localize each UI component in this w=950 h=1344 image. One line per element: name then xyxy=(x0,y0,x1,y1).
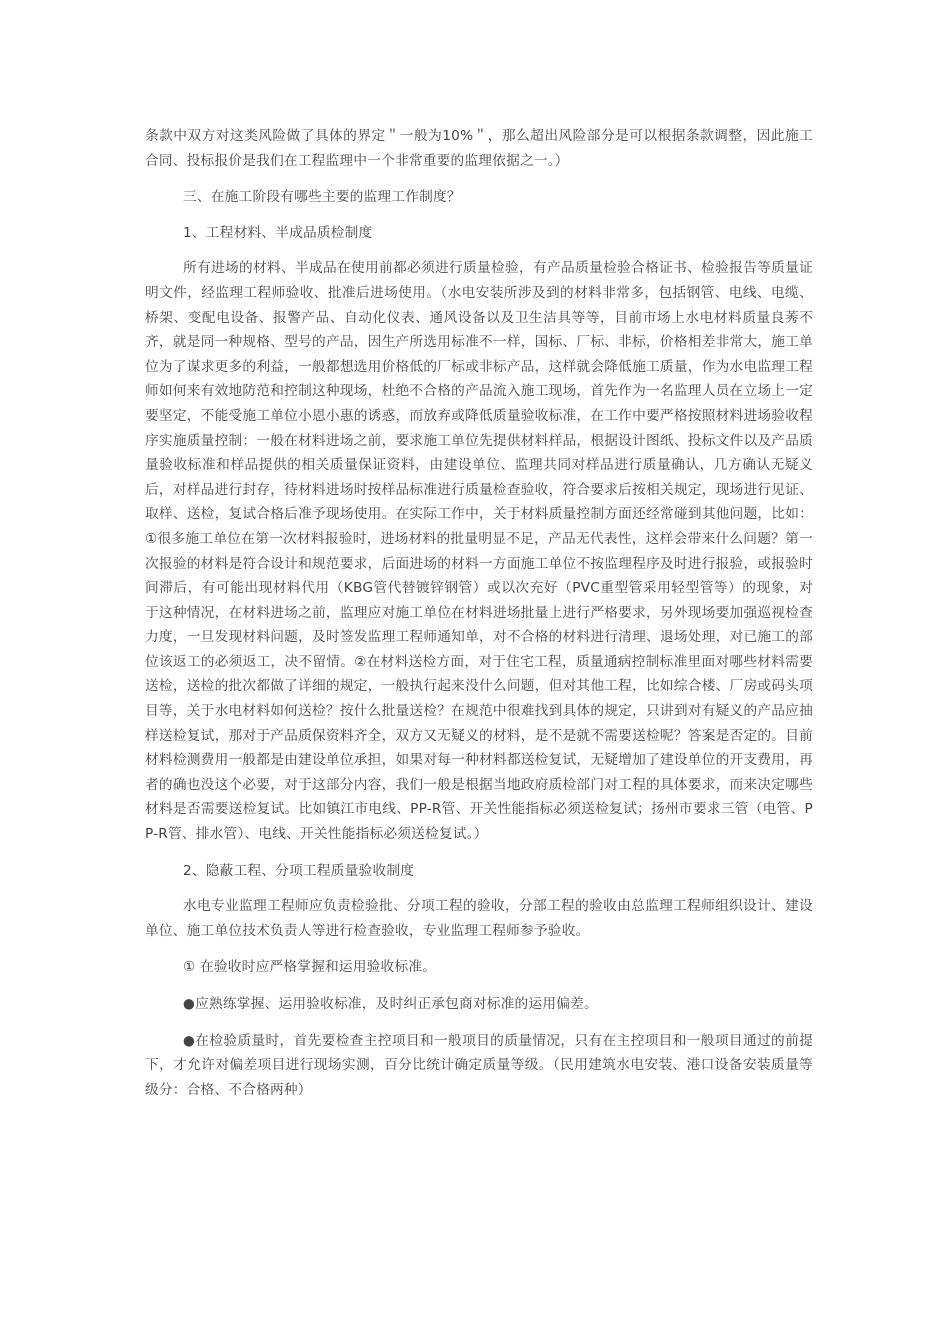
subheading-material-inspection: 1、工程材料、半成品质检制度 xyxy=(183,224,373,241)
subheading-concealed-work-acceptance: 2、隐蔽工程、分项工程质量验收制度 xyxy=(183,862,415,879)
section-heading-supervision-systems: 三、在施工阶段有哪些主要的监理工作制度？ xyxy=(183,189,461,206)
bullet-item-quality-grading: ●在检验质量时，首先要检查主控项目和一般项目的质量情况，只有在主控项目和一般项目通过的前提下，才允许对偏差项目进行现场实测，百分比统计确定质量等级。（民用建筑水电安装、港口设备安装质量等级分：合格、不合格两种） xyxy=(145,1032,813,1098)
list-item-standard-mastery: ① 在验收时应严格掌握和运用验收标准。 xyxy=(183,959,437,976)
bullet-item-correct-deviation: ●应熟练掌握、运用验收标准，及时纠正承包商对标准的运用偏差。 xyxy=(183,996,598,1012)
document-body xyxy=(145,124,813,1114)
paragraph-material-inspection: 所有进场的材料、半成品在使用前都必须进行质量检验，有产品质量检验合格证书、检验报告等质量证明文件，经监理工程师验收、批准后进场使用。（水电安装所涉及到的材料非常多，包括钢管、电线、电缆、桥架、变配电设备、报警产品、自动化仪表、通风设备以及卫生洁具等等，目前市场上水电材料质量良莠不齐，就是同一种规格、型号的产品，因生产所选用标准不一样，国标、厂标、非标，价格相差非常大，施工单位为了谋求更多的利益，一般都想选用价格低的厂标或非标产品，这样就会降低施工质量，作为水电监理工程师如何来有效地防范和控制这种现场，杜绝不合格的产品流入施工现场，首先作为一名监理人员在立场上一定要坚定，不能受施工单位小恩小惠的诱惑，而放弃或降低质量验收标准，在工作中要严格按照材料进场验收程序实施质量控制：一般在材料进场之前，要求施工单位先提供材料样品，根据设计图纸、投标文件以及产品质量验收标准和样品提供的相关质量保证资料，由建设单位、监理共同对样品进行质量确认，几方确认无疑义后，对样品进行封存，待材料进场时按样品标准进行质量检查验收，符合要求后按相关规定，现场进行见证、取样、送检，复试合格后准予现场使用。在实际工作中，关于材料质量控制方面还经常碰到其他问题，比如：①很多施工单位在第一次材料报验时，进场材料的批量明显不足，产品无代表性，这样会带来什么问题？第一次报验的材料是符合设计和规范要求，后面进场的材料一方面施工单位不按监理程序及时进行报验，或报验时间滞后，有可能出现材料代用（KBG管代替镀锌钢管）或以次充好（PVC重型管采用轻型管等）的现象，对于这种情况，在材料进场之前，监理应对施工单位在材料进场批量上进行严格要求，另外现场要加强巡视检查力度，一旦发现材料问题，及时签发监理工程师通知单，对不合格的材料进行清理、退场处理，对已施工的部位该返工的必须返工，决不留情。②在材料送检方面，对于住宅工程，质量通病控制标准里面对哪些材料需要送检，送检的批次都做了详细的规定，一般执行起来没什么问题，但对其他工程，比如综合楼、厂房或码头项目等，关于水电材料如何送检？按什么批量送检？在规范中很难找到具体的规定，只讲到对有疑义的产品应抽样送检复试，那对于产品质保资料齐全，双方又无疑义的材料，是不是就不需要送检呢？答案是否定的。目前材料检测费用一般都是由建设单位承担，如果对每一种材料都送检复试，无疑增加了建设单位的开支费用，再者的确也没这个必要，对于这部分内容，我们一般是根据当地政府质检部门对工程的具体要求，而来决定哪些材料是否需要送检复试。比如镇江市电线、PP-R管、开关性能指标必须送检复试；扬州市要求三管（电管、PP-R管、排水管）、电线、开关性能指标必须送检复试。） xyxy=(145,260,813,843)
paragraph-risk-clause: 条款中双方对这类风险做了具体的界定＂一般为10%＂，那么超出风险部分是可以根据条款调整，因此施工合同、投标报价是我们在工程监理中一个非常重要的监理依据之一。） xyxy=(145,128,813,169)
paragraph-acceptance-responsibility: 水电专业监理工程师应负责检验批、分项工程的验收，分部工程的验收由总监理工程师组织设计、建设单位、施工单位技术负责人等进行检查验收，专业监理工程师参予验收。 xyxy=(145,898,813,939)
